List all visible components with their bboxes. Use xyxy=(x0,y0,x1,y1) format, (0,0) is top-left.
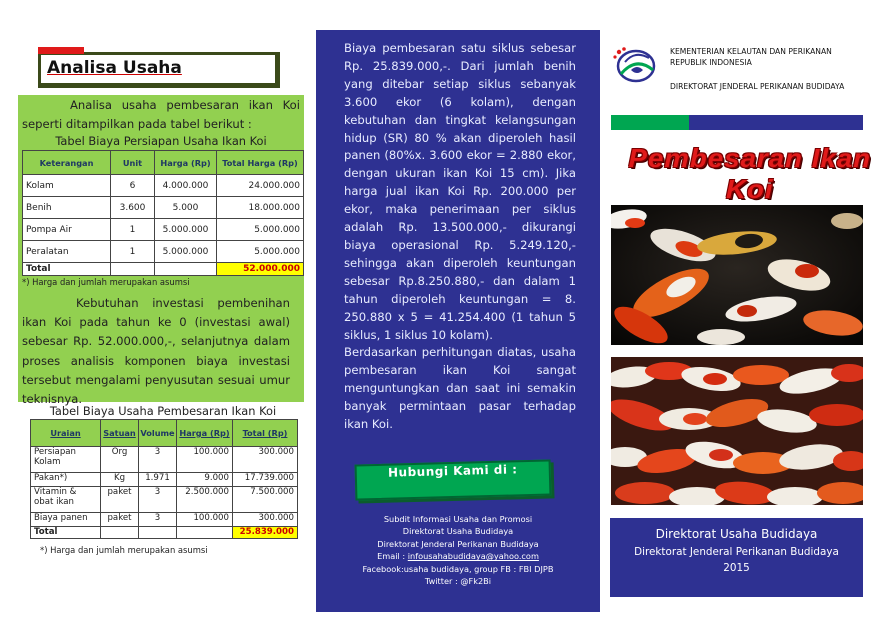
table-row xyxy=(23,219,304,241)
cell-unit: 1 xyxy=(111,241,155,263)
empty-cell xyxy=(111,263,155,276)
contact-banner xyxy=(355,459,552,500)
conclusion-paragraph: Berdasarkan perhitungan diatas, usaha pembesaran ikan Koi sangat menguntungkan dan saat ini semakin banyak permintaan pasar terhadap ikan Koi. xyxy=(344,345,576,432)
table-row xyxy=(23,197,304,219)
cell-item: Persiapan Kolam xyxy=(31,447,101,473)
analysis-intro-text: Analisa usaha pembesaran ikan Koi seperti ditampilkan pada tabel berikut : xyxy=(22,98,300,132)
koi-photo-bottom xyxy=(611,357,863,505)
accent-stripe-blue xyxy=(689,115,863,130)
ministry-line: KEMENTERIAN KELAUTAN DAN PERIKANAN xyxy=(670,47,832,56)
cell-unit: 3.600 xyxy=(111,197,155,219)
cell-total: 300.000 xyxy=(233,513,298,527)
column-header: Total (Rp) xyxy=(233,420,298,447)
column-header: Harga (Rp) xyxy=(177,420,233,447)
cell-price: 100.000 xyxy=(177,513,233,527)
operating-cost-table xyxy=(30,419,298,539)
table2-footnote: *) Harga dan jumlah merupakan asumsi xyxy=(40,545,208,555)
ministry-logo-icon xyxy=(611,44,663,88)
total-value: 52.000.000 xyxy=(217,263,304,276)
cell-total: 17.739.000 xyxy=(233,473,298,487)
table2-caption: Tabel Biaya Usaha Pembesaran Ikan Koi xyxy=(49,404,277,418)
investment-text: Kebutuhan investasi pembenihan ikan Koi pada tahun ke 0 (investasi awal) sebesar Rp. 52.000.000,-, selanjutnya dalam proses analisis komponen biaya investasi tersebut mengalami penyusutan sesuai umur teknisnya. xyxy=(22,296,290,407)
cell-unit: paket xyxy=(101,487,139,513)
cell-price: 5.000 xyxy=(155,197,217,219)
cell-item: Kolam xyxy=(23,175,111,197)
ministry-line: REPUBLIK INDONESIA xyxy=(670,57,752,67)
table-header-row xyxy=(31,420,298,447)
cell-price: 100.000 xyxy=(177,447,233,473)
cell-price: 5.000.000 xyxy=(155,241,217,263)
cell-unit: Org xyxy=(101,447,139,473)
cell-volume: 3 xyxy=(139,513,177,527)
email-link[interactable]: infousahabudidaya@yahoo.com xyxy=(407,551,539,562)
cell-price: 9.000 xyxy=(177,473,233,487)
contact-facebook: Facebook:usaha budidaya, group FB : FBI DJPB xyxy=(362,563,554,574)
column-header: Harga (Rp) xyxy=(155,151,217,175)
contact-info xyxy=(316,513,600,587)
footer-directorate-general: Direktorat Jenderal Perikanan Budidaya xyxy=(634,546,839,558)
cell-volume: 3 xyxy=(139,447,177,473)
column-header: Satuan xyxy=(101,420,139,447)
cell-item: Pakan*) xyxy=(31,473,101,487)
cell-total: 18.000.000 xyxy=(217,197,304,219)
section-title-box xyxy=(38,52,280,88)
table1-footnote: *) Harga dan jumlah merupakan asumsi xyxy=(22,277,190,287)
table-row xyxy=(31,487,298,513)
cell-unit: Kg xyxy=(101,473,139,487)
directorate-general-name: DIREKTORAT JENDERAL PERIKANAN BUDIDAYA xyxy=(670,82,845,91)
contact-twitter: Twitter : @Fk2Bi xyxy=(424,576,492,587)
accent-stripe-green xyxy=(611,115,689,130)
contact-directorate: Direktorat Usaha Budidaya xyxy=(402,526,514,537)
table-row xyxy=(31,447,298,473)
footer-year: 2015 xyxy=(723,562,750,574)
table-header-row xyxy=(23,151,304,175)
profit-explanation xyxy=(344,40,576,434)
empty-cell xyxy=(101,527,139,539)
cell-price: 4.000.000 xyxy=(155,175,217,197)
cell-price: 5.000.000 xyxy=(155,219,217,241)
table-total-row xyxy=(31,527,298,539)
profit-paragraph: Biaya pembesaran satu siklus sebesar Rp. 25.839.000,-. Dari jumlah benih yang ditebar setiap siklus sebanyak 3.600 ekor (6 kolam), dengan kebutuhan dan tingkat kelangsungan hidup (SR) 80 % akan diperoleh hasil panen (80%x. 3.600 ekor = 2.880 ekor, dengan ukuran ikan Koi 15 cm). Jika harga jual ikan Koi Rp. 200.000 per ekor, maka penerimaan per siklus adalah Rp. 13.500.000,- dikurangi biaya operasional Rp. 5.249.120,- sehingga akan diperoleh keuntungan sebesar Rp.8.250.880,- dan dalam 1 tahun diperoleh keuntungan = 8. 250.880 x 5 = 41.254.400 (1 tahun 5 siklus, 1 siklus 10 kolam). xyxy=(344,41,576,342)
contact-email-row xyxy=(316,550,600,562)
empty-cell xyxy=(139,527,177,539)
title-accent-tab xyxy=(38,47,84,54)
table-row xyxy=(23,175,304,197)
cell-total: 5.000.000 xyxy=(217,219,304,241)
total-label: Total xyxy=(31,527,101,539)
cell-unit: 1 xyxy=(111,219,155,241)
column-header: Unit xyxy=(111,151,155,175)
contact-banner-label: Hubungi Kami di : xyxy=(387,462,518,480)
cell-item: Vitamin & obat ikan xyxy=(31,487,101,513)
cell-total: 5.000.000 xyxy=(217,241,304,263)
contact-directorate-general: Direktorat Jenderal Perikanan Budidaya xyxy=(377,538,539,549)
table-row xyxy=(31,513,298,527)
cell-unit: 6 xyxy=(111,175,155,197)
cell-total: 7.500.000 xyxy=(233,487,298,513)
table-total-row xyxy=(23,263,304,276)
brochure-title: Pembesaran Ikan Koi xyxy=(628,143,872,204)
koi-photo-top xyxy=(611,205,863,345)
ministry-name xyxy=(670,47,832,68)
cell-price: 2.500.000 xyxy=(177,487,233,513)
cell-item: Biaya panen xyxy=(31,513,101,527)
cell-volume: 3 xyxy=(139,487,177,513)
cell-total: 24.000.000 xyxy=(217,175,304,197)
column-header: Volume xyxy=(139,420,177,447)
cell-unit: paket xyxy=(101,513,139,527)
table-row xyxy=(31,473,298,487)
total-label: Total xyxy=(23,263,111,276)
cell-item: Pompa Air xyxy=(23,219,111,241)
table1-caption: Tabel Biaya Persiapan Usaha Ikan Koi xyxy=(55,134,267,148)
empty-cell xyxy=(177,527,233,539)
empty-cell xyxy=(155,263,217,276)
total-value: 25.839.000 xyxy=(233,527,298,539)
cell-item: Peralatan xyxy=(23,241,111,263)
cell-volume: 1.971 xyxy=(139,473,177,487)
column-header: Uraian xyxy=(31,420,101,447)
contact-subdit: Subdit Informasi Usaha dan Promosi xyxy=(383,514,533,524)
cell-total: 300.000 xyxy=(233,447,298,473)
email-label: Email : xyxy=(377,551,406,562)
section-title: Analisa Usaha xyxy=(47,58,182,78)
cell-item: Benih xyxy=(23,197,111,219)
footer-directorate: Direktorat Usaha Budidaya xyxy=(655,527,818,541)
column-header: Total Harga (Rp) xyxy=(217,151,304,175)
column-header: Keterangan xyxy=(23,151,111,175)
setup-cost-table xyxy=(22,150,304,276)
table-row xyxy=(23,241,304,263)
